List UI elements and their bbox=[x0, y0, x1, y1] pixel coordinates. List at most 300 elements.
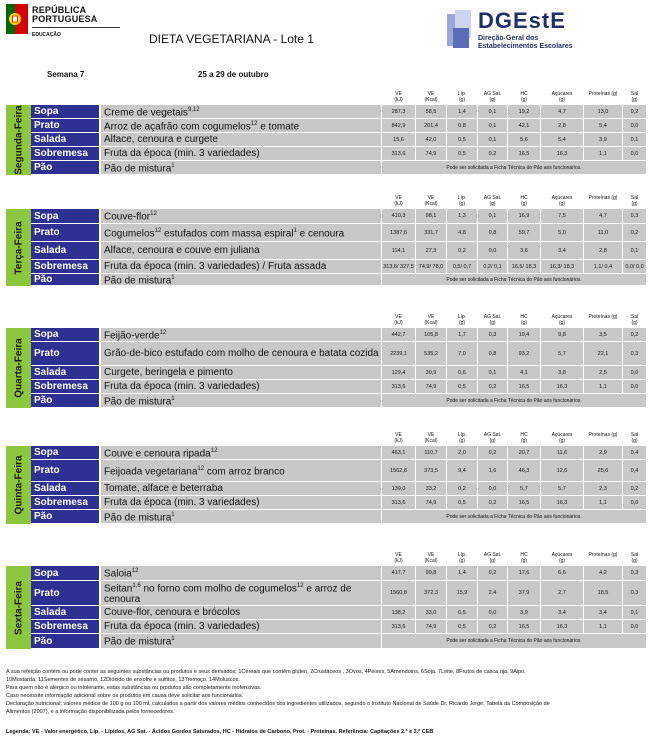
nutrition-value: 19,4 bbox=[508, 328, 540, 342]
column-header: VE (kJ) bbox=[394, 432, 403, 444]
nutrition-value: 16,5 bbox=[508, 496, 540, 510]
nutrition-value: 535,2 bbox=[416, 342, 446, 366]
dish-text: Feijão-verde$^{12}$ bbox=[104, 329, 167, 342]
course-label: Sobremesa bbox=[31, 496, 99, 510]
nutrition-value: 1,1 bbox=[584, 620, 622, 634]
nutrition-value: 7,5 bbox=[541, 209, 583, 224]
menu-row bbox=[31, 496, 646, 510]
nutrition-value: 0,2 bbox=[447, 482, 477, 496]
nutrition-value: 2,7 bbox=[541, 581, 583, 606]
legend: Legenda: VE - Valor energético, Líp. - Lípidos, AG Sat. - Ácidos Gordos Saturados, HC - Hidratos de Carbono, Prot. - Proteínas. Referência: Capitações 2.º e 3.º CEB bbox=[6, 729, 434, 735]
nutrition-value: 0,1 bbox=[478, 209, 507, 224]
nutrition-value: 1560,8 bbox=[382, 581, 415, 606]
nutrition-value: 0,0 bbox=[623, 119, 646, 133]
day-name: Terça-Feira bbox=[13, 220, 24, 275]
nutrition-value: 3,6 bbox=[508, 242, 540, 260]
column-header: Açúcares (g) bbox=[551, 195, 573, 207]
nutrition-value: 2239,1 bbox=[382, 342, 415, 366]
nutrition-value: 98,1 bbox=[416, 209, 446, 224]
dish-text: Fruta da época (min. 3 variedades) bbox=[104, 621, 260, 632]
nutrition-value: 4,7 bbox=[584, 209, 622, 224]
nutrition-value: 3,9 bbox=[584, 133, 622, 147]
column-header: VE (kJ) bbox=[394, 195, 403, 207]
nutrition-value: 42,0 bbox=[416, 133, 446, 147]
nutrition-value: 372,3 bbox=[416, 581, 446, 606]
nutrition-value: 0,2 bbox=[447, 242, 477, 260]
nutrition-value: 2,0 bbox=[447, 446, 477, 460]
nutrition-value: 1562,8 bbox=[382, 460, 415, 482]
menu-row bbox=[31, 446, 646, 460]
nutrition-value: 313,6 bbox=[382, 496, 415, 510]
nutrition-value: 1387,6 bbox=[382, 224, 415, 242]
coat-of-arms-icon bbox=[6, 4, 28, 34]
nutrition-value: 15,6 bbox=[382, 133, 415, 147]
nutrition-value: 0,2 bbox=[478, 566, 507, 581]
nutrition-value: 373,5 bbox=[416, 460, 446, 482]
dish-text: Tomate, alface e beterraba bbox=[104, 483, 223, 494]
nutrition-value: 0,1 bbox=[623, 242, 646, 260]
day-block bbox=[6, 195, 646, 286]
nutrition-value: 2,8 bbox=[541, 119, 583, 133]
course-label: Salada bbox=[31, 366, 99, 380]
dgeste-logo bbox=[443, 6, 608, 52]
nutrition-value: 3,4 bbox=[584, 606, 622, 620]
column-header: Açúcares (g) bbox=[551, 432, 573, 444]
republica-portuguesa-logo bbox=[6, 2, 124, 48]
nutrition-value: 0,2 bbox=[478, 446, 507, 460]
column-header: Proteínas (g) bbox=[588, 314, 618, 320]
dgeste-wordmark: DGEstE bbox=[478, 8, 566, 33]
nutrition-value: 129,4 bbox=[382, 366, 415, 380]
column-header: HC (g) bbox=[520, 91, 528, 103]
column-header: VE (Kcal) bbox=[424, 91, 438, 103]
nutrition-value: 4,2 bbox=[584, 566, 622, 581]
dgeste-subtitle: Direção-Geral dos Estabelecimentos Escolares bbox=[478, 35, 573, 50]
nutrition-value: 0,2 bbox=[623, 105, 646, 119]
nutrition-value: 5,6 bbox=[508, 133, 540, 147]
nutrition-value: 201,4 bbox=[416, 119, 446, 133]
nutrition-value: 4,1 bbox=[508, 366, 540, 380]
nutrition-value: 5,0 bbox=[541, 224, 583, 242]
nutrition-value: 0,1 bbox=[478, 105, 507, 119]
nutrition-value: 16,3 bbox=[541, 147, 583, 161]
nutrition-value: 2,3 bbox=[584, 482, 622, 496]
nutrition-value: 0,4 bbox=[623, 460, 646, 482]
nutrition-value: 5,7 bbox=[508, 482, 540, 496]
nutrition-value: 0,1 bbox=[623, 606, 646, 620]
nutrition-value: 0,5 bbox=[447, 620, 477, 634]
nutrition-value: 1,3 bbox=[447, 209, 477, 224]
dish-text: Pão de mistura$^1$ bbox=[104, 511, 175, 524]
column-header: Sal (g) bbox=[630, 552, 639, 564]
dish-name bbox=[101, 133, 381, 147]
menu-row bbox=[31, 242, 646, 260]
column-header: HC (g) bbox=[520, 552, 528, 564]
nutrition-value: 20,7 bbox=[508, 446, 540, 460]
course-label: Sopa bbox=[31, 446, 99, 460]
nutrition-value: 1,6 bbox=[478, 460, 507, 482]
nutrition-value: 11,0 bbox=[584, 224, 622, 242]
nutrition-value: 0,0 bbox=[478, 606, 507, 620]
dish-name bbox=[101, 581, 381, 606]
course-label: Sopa bbox=[31, 209, 99, 224]
nutrition-value: 331,7 bbox=[416, 224, 446, 242]
nutrition-value: 0,6 bbox=[447, 366, 477, 380]
dish-name bbox=[101, 147, 381, 161]
nutrition-value: 1,4 bbox=[447, 566, 477, 581]
column-header: Sal (g) bbox=[630, 314, 639, 326]
day-block bbox=[6, 91, 646, 175]
nutrition-value: 417,7 bbox=[382, 566, 415, 581]
nutrition-value: 19,2 bbox=[508, 105, 540, 119]
nutrition-value: 25,6 bbox=[584, 460, 622, 482]
nutrition-value: 0,1 bbox=[478, 133, 507, 147]
nutrition-value: 33,2 bbox=[416, 482, 446, 496]
page-header bbox=[0, 0, 652, 92]
dish-text: Pão de mistura$^1$ bbox=[104, 636, 175, 648]
dish-name bbox=[101, 224, 381, 242]
nutrition-value: 0,2 bbox=[478, 496, 507, 510]
dish-text: Fruta da época (min. 3 variedades) bbox=[104, 497, 260, 508]
day-band bbox=[6, 105, 31, 175]
nutrition-value: 4,7 bbox=[541, 105, 583, 119]
nutrition-value: 0,5 bbox=[447, 133, 477, 147]
dish-text: Feijoada vegetariana$^{12}$ com arroz branco bbox=[104, 465, 285, 478]
dish-text: Couve-flor$^{12}$ bbox=[104, 211, 157, 223]
nutrition-value: 1,1 bbox=[584, 380, 622, 394]
course-label: Prato bbox=[31, 224, 99, 242]
nutrition-value: 0,0 bbox=[623, 496, 646, 510]
nutrition-value: 27,3 bbox=[416, 242, 446, 260]
column-header: VE (Kcal) bbox=[424, 432, 438, 444]
nutrition-value: 2,4 bbox=[478, 581, 507, 606]
column-header: Proteínas (g) bbox=[588, 432, 618, 438]
menu-row bbox=[31, 161, 646, 175]
day-band bbox=[6, 566, 31, 649]
nutrition-value: 0,8 bbox=[478, 342, 507, 366]
nutrition-value: 4,8 bbox=[447, 224, 477, 242]
menu-row bbox=[31, 209, 646, 224]
column-header: VE (kJ) bbox=[394, 91, 403, 103]
column-header: Proteínas (g) bbox=[588, 195, 618, 201]
nutrition-value: 74,9 bbox=[416, 147, 446, 161]
column-header: Líp. (g) bbox=[457, 552, 467, 564]
course-label: Salada bbox=[31, 482, 99, 496]
nutrition-value: 93,2 bbox=[508, 342, 540, 366]
nutrition-value: 74,9 bbox=[416, 620, 446, 634]
column-header: HC (g) bbox=[520, 314, 528, 326]
column-header: AG Sat. (g) bbox=[483, 552, 502, 564]
nutrition-value: 410,3 bbox=[382, 209, 415, 224]
nutrition-value: 0,5 bbox=[447, 380, 477, 394]
dish-name bbox=[101, 274, 381, 286]
nutrition-value: 12,6 bbox=[541, 460, 583, 482]
nutrition-value: 0,0 bbox=[623, 620, 646, 634]
column-header: AG Sat. (g) bbox=[483, 91, 502, 103]
menu-row bbox=[31, 482, 646, 496]
nutrition-value: 0,1 bbox=[623, 133, 646, 147]
nutrition-value: 6,6 bbox=[541, 566, 583, 581]
nutrition-value: 13,0 bbox=[584, 105, 622, 119]
nutrition-value: 0,0 bbox=[623, 380, 646, 394]
dish-name bbox=[101, 446, 381, 460]
dish-name bbox=[101, 119, 381, 133]
dish-name bbox=[101, 634, 381, 649]
nutrition-value: 0,2 bbox=[478, 380, 507, 394]
nutrition-value: 0,0 bbox=[478, 482, 507, 496]
nutrition-value: 0,0 bbox=[623, 366, 646, 380]
nutrition-value: 16,5 bbox=[508, 380, 540, 394]
nutrition-value: 0,8 bbox=[447, 119, 477, 133]
nutrition-value: 105,8 bbox=[416, 328, 446, 342]
nutrition-value: 37,9 bbox=[508, 581, 540, 606]
nutrition-value: 313,6 bbox=[382, 147, 415, 161]
bread-note: Pode ser solicitada a Ficha Técnica do Pão aos funcionários. bbox=[382, 510, 646, 524]
nutrition-value: 9,4 bbox=[447, 460, 477, 482]
nutrition-value: 139,0 bbox=[382, 482, 415, 496]
column-header: HC (g) bbox=[520, 195, 528, 207]
nutrition-value: 74,9 bbox=[416, 380, 446, 394]
nutrition-value: 0,2 bbox=[623, 482, 646, 496]
nutrition-value: 99,8 bbox=[416, 566, 446, 581]
nutrition-value: 0,5 bbox=[447, 496, 477, 510]
nutrition-value: 3,8 bbox=[541, 366, 583, 380]
nutrition-value: 16,3/ 18,3 bbox=[541, 260, 583, 274]
menu-row bbox=[31, 394, 646, 408]
nutrition-value: 33,0 bbox=[416, 606, 446, 620]
menu-row bbox=[31, 606, 646, 620]
column-header: Proteínas (g) bbox=[588, 91, 618, 97]
nutrition-value: 114,1 bbox=[382, 242, 415, 260]
dish-text: Alface, cenoura e couve em juliana bbox=[104, 245, 260, 256]
dish-name bbox=[101, 566, 381, 581]
bread-note: Pode ser solicitada a Ficha Técnica do Pão aos funcionários. bbox=[382, 394, 646, 408]
column-header: Proteínas (g) bbox=[588, 552, 618, 558]
dish-text: Couve-flor, cenoura e brócolos bbox=[104, 607, 241, 618]
nutrition-value: 0,2 bbox=[623, 224, 646, 242]
nutrition-value: 0,4 bbox=[623, 446, 646, 460]
week-label: Semana 7 bbox=[47, 70, 85, 79]
nutrition-value: 313,6/ 327,5 bbox=[382, 260, 415, 274]
dish-text: Fruta da época (min. 3 variedades) bbox=[104, 381, 260, 392]
dish-text: Cogumelos$^{12}$ estufados com massa espiral$^1$ e cenoura bbox=[104, 227, 345, 240]
dish-name bbox=[101, 606, 381, 620]
nutrition-value: 0,5 bbox=[447, 606, 477, 620]
dish-name bbox=[101, 242, 381, 260]
dish-text: Fruta da época (min. 3 variedades) / Fruta assada bbox=[104, 261, 327, 272]
course-label: Prato bbox=[31, 460, 99, 482]
dish-name bbox=[101, 380, 381, 394]
menu-row bbox=[31, 342, 646, 366]
nutrition-value: 22,1 bbox=[584, 342, 622, 366]
column-header: Líp. (g) bbox=[457, 91, 467, 103]
course-label: Pão bbox=[31, 510, 99, 524]
nutrition-value: 842,9 bbox=[382, 119, 415, 133]
dish-text: Alface, cenoura e curgete bbox=[104, 134, 218, 145]
nutrition-value: 0,5 bbox=[447, 147, 477, 161]
course-label: Salada bbox=[31, 133, 99, 147]
course-label: Sobremesa bbox=[31, 380, 99, 394]
day-band bbox=[6, 328, 31, 408]
column-header: AG Sat. (g) bbox=[483, 195, 502, 207]
bread-note: Pode ser solicitada a Ficha Técnica do Pão aos funcionários. bbox=[382, 274, 646, 286]
nutrition-value: 16,5/ 18,3 bbox=[508, 260, 540, 274]
dish-text: Pão de mistura$^1$ bbox=[104, 274, 175, 287]
nutrition-value: 2,5 bbox=[584, 366, 622, 380]
day-block bbox=[6, 432, 646, 524]
column-header: Líp. (g) bbox=[457, 432, 467, 444]
column-header: VE (Kcal) bbox=[424, 195, 438, 207]
menu-row bbox=[31, 119, 646, 133]
dish-text: Pão de mistura$^1$ bbox=[104, 162, 175, 175]
nutrition-value: 74,9 bbox=[416, 496, 446, 510]
nutrition-value: 11,6 bbox=[541, 446, 583, 460]
dish-text: Couve e cenoura ripada$^{12}$ bbox=[104, 447, 218, 460]
day-name: Quarta-Feira bbox=[13, 338, 24, 398]
column-header: AG Sat. (g) bbox=[483, 314, 502, 326]
dish-name bbox=[101, 328, 381, 342]
nutrition-value: 0,8 bbox=[478, 224, 507, 242]
menu-row bbox=[31, 224, 646, 242]
nutrition-value: 0,1 bbox=[478, 366, 507, 380]
column-header: Sal (g) bbox=[630, 91, 639, 103]
menu-row bbox=[31, 366, 646, 380]
day-block bbox=[6, 552, 646, 649]
nutrition-value: 1,1 bbox=[584, 496, 622, 510]
day-band bbox=[6, 209, 31, 286]
course-label: Salada bbox=[31, 242, 99, 260]
menu-row bbox=[31, 133, 646, 147]
nutrition-value: 74,9/ 78,0 bbox=[416, 260, 446, 274]
nutrition-value: 7,0 bbox=[447, 342, 477, 366]
nutrition-value: 1,1 bbox=[584, 147, 622, 161]
course-label: Sobremesa bbox=[31, 147, 99, 161]
course-label: Sobremesa bbox=[31, 620, 99, 634]
nutrition-value: 42,1 bbox=[508, 119, 540, 133]
nutrition-value: 313,6 bbox=[382, 380, 415, 394]
menu-row bbox=[31, 147, 646, 161]
dish-text: Seitan$^{1,6}$ no forno com molho de cogumelos$^{12}$ e arroz de cenoura bbox=[104, 582, 352, 606]
column-header: Líp. (g) bbox=[457, 314, 467, 326]
column-header: VE (Kcal) bbox=[424, 552, 438, 564]
dish-text: Fruta da época (min. 3 variedades) bbox=[104, 148, 260, 159]
column-header: Sal (g) bbox=[630, 432, 639, 444]
menu-row bbox=[31, 274, 646, 286]
dish-name bbox=[101, 460, 381, 482]
nutrition-value: 1,4 bbox=[447, 105, 477, 119]
course-label: Sopa bbox=[31, 328, 99, 342]
menu-row bbox=[31, 105, 646, 119]
column-header: Açúcares (g) bbox=[551, 314, 573, 326]
course-label: Prato bbox=[31, 342, 99, 366]
republic-name: REPÚBLICA PORTUGUESA bbox=[32, 5, 98, 24]
course-label: Prato bbox=[31, 119, 99, 133]
course-label: Salada bbox=[31, 606, 99, 620]
nutrition-value: 3,4 bbox=[541, 242, 583, 260]
nutrition-value: 2,9 bbox=[584, 446, 622, 460]
dish-text: Saloia$^{12}$ bbox=[104, 568, 139, 580]
column-header: Açúcares (g) bbox=[551, 91, 573, 103]
nutrition-value: 16,3 bbox=[541, 380, 583, 394]
ministry-name: EDUCAÇÃO bbox=[32, 32, 61, 38]
nutrition-value: 1,7 bbox=[447, 328, 477, 342]
date-range: 25 a 29 de outubro bbox=[198, 70, 269, 79]
menu-row bbox=[31, 380, 646, 394]
nutrition-value: 18,5 bbox=[584, 581, 622, 606]
dish-name bbox=[101, 209, 381, 224]
column-header: Líp. (g) bbox=[457, 195, 467, 207]
course-label: Sopa bbox=[31, 105, 99, 119]
nutrition-value: 59,7 bbox=[508, 224, 540, 242]
nutrition-value: 16,3 bbox=[541, 620, 583, 634]
dish-name bbox=[101, 161, 381, 175]
nutrition-value: 0,2 bbox=[623, 328, 646, 342]
column-header: HC (g) bbox=[520, 432, 528, 444]
nutrition-value: 5,7 bbox=[541, 342, 583, 366]
nutrition-value: 5,4 bbox=[584, 119, 622, 133]
nutrition-value: 16,5 bbox=[508, 620, 540, 634]
dish-name bbox=[101, 620, 381, 634]
nutrition-value: 17,6 bbox=[508, 566, 540, 581]
nutrition-value: 110,7 bbox=[416, 446, 446, 460]
nutrition-value: 0,2 bbox=[478, 147, 507, 161]
menu-row bbox=[31, 620, 646, 634]
menu-row bbox=[31, 566, 646, 581]
dish-text: Arroz de açafrão com cogumelos$^{12}$ e tomate bbox=[104, 120, 300, 133]
nutrition-value: 463,1 bbox=[382, 446, 415, 460]
nutrition-value: 16,3 bbox=[541, 496, 583, 510]
nutrition-value: 3,5 bbox=[584, 328, 622, 342]
column-header: VE (kJ) bbox=[394, 552, 403, 564]
nutrition-value: 46,3 bbox=[508, 460, 540, 482]
nutrition-value: 2,8 bbox=[584, 242, 622, 260]
nutrition-value: 0,3 bbox=[623, 209, 646, 224]
nutrition-value: 0,2 bbox=[478, 620, 507, 634]
nutrition-value: 0,1 bbox=[478, 119, 507, 133]
nutrition-value: 0,2/ 0,1 bbox=[478, 260, 507, 274]
nutrition-value: 9,8 bbox=[541, 328, 583, 342]
dish-name bbox=[101, 510, 381, 524]
allergen-notes: A sua refeição contém ou pode conter as seguintes substâncias ou produtos e seus derivados: 1Cereais que contêm glúten, 2Crustáceos , 3Ovos, 4Peixes, 5Amendoins, 6Soja, 7Leite, 8Frutos de casca rija, 9Aipo, 10Mostarda, 11Sementes de sésamo, 12Dióxido de enxofre e sulfitos, 13Tremoço, 14Moluscos. Para quem não é alérgico ou intolerante, estas substâncias ou produtos são completamente inofensivas. Caso necessite informação adicional sobre os produtos em causa deve solicitar aos funcionários. Declaração nutricional: valores médios de 100 g ou 100 ml, calculados a partir dos valores médios conhecidos dos ingredientes utilizados, segundo o Instituto Nacional de Saúde Dr. Ricardo Jorge, Tabela da Composição de Alimentos (2007), e a informação disponibilizada pelos fornecedores. bbox=[6, 669, 550, 715]
course-label: Pão bbox=[31, 274, 99, 286]
day-block bbox=[6, 314, 646, 408]
nutrition-value: 16,9 bbox=[508, 209, 540, 224]
course-label: Pão bbox=[31, 161, 99, 175]
nutrition-value: 58,5 bbox=[416, 105, 446, 119]
dish-text: Pão de mistura$^1$ bbox=[104, 395, 175, 408]
nutrition-value: 16,5 bbox=[508, 147, 540, 161]
nutrition-value: 313,6 bbox=[382, 620, 415, 634]
nutrition-value: 287,3 bbox=[382, 105, 415, 119]
dgeste-emblem-icon bbox=[443, 8, 475, 50]
dish-text: Grão-de-bico estufado com molho de cenoura e batata cozida bbox=[104, 348, 379, 359]
dish-text: Curgete, beringela e pimento bbox=[104, 367, 233, 378]
course-label: Pão bbox=[31, 394, 99, 408]
menu-row bbox=[31, 328, 646, 342]
dish-name bbox=[101, 394, 381, 408]
bread-note: Pode ser solicitada a Ficha Técnica do Pão aos funcionários. bbox=[382, 634, 646, 649]
day-name: Segunda-Feira bbox=[13, 105, 24, 175]
day-name: Sexta-Feira bbox=[13, 580, 24, 635]
bread-note: Pode ser solicitada a Ficha Técnica do Pão aos funcionários. bbox=[382, 161, 646, 175]
nutrition-value: 1,1/ 0,4 bbox=[584, 260, 622, 274]
nutrition-value: 442,7 bbox=[382, 328, 415, 342]
nutrition-value: 30,9 bbox=[416, 366, 446, 380]
nutrition-value: 138,2 bbox=[382, 606, 415, 620]
nutrition-value: 15,9 bbox=[447, 581, 477, 606]
column-header: VE (kJ) bbox=[394, 314, 403, 326]
day-name: Quinta-Feira bbox=[13, 455, 24, 515]
